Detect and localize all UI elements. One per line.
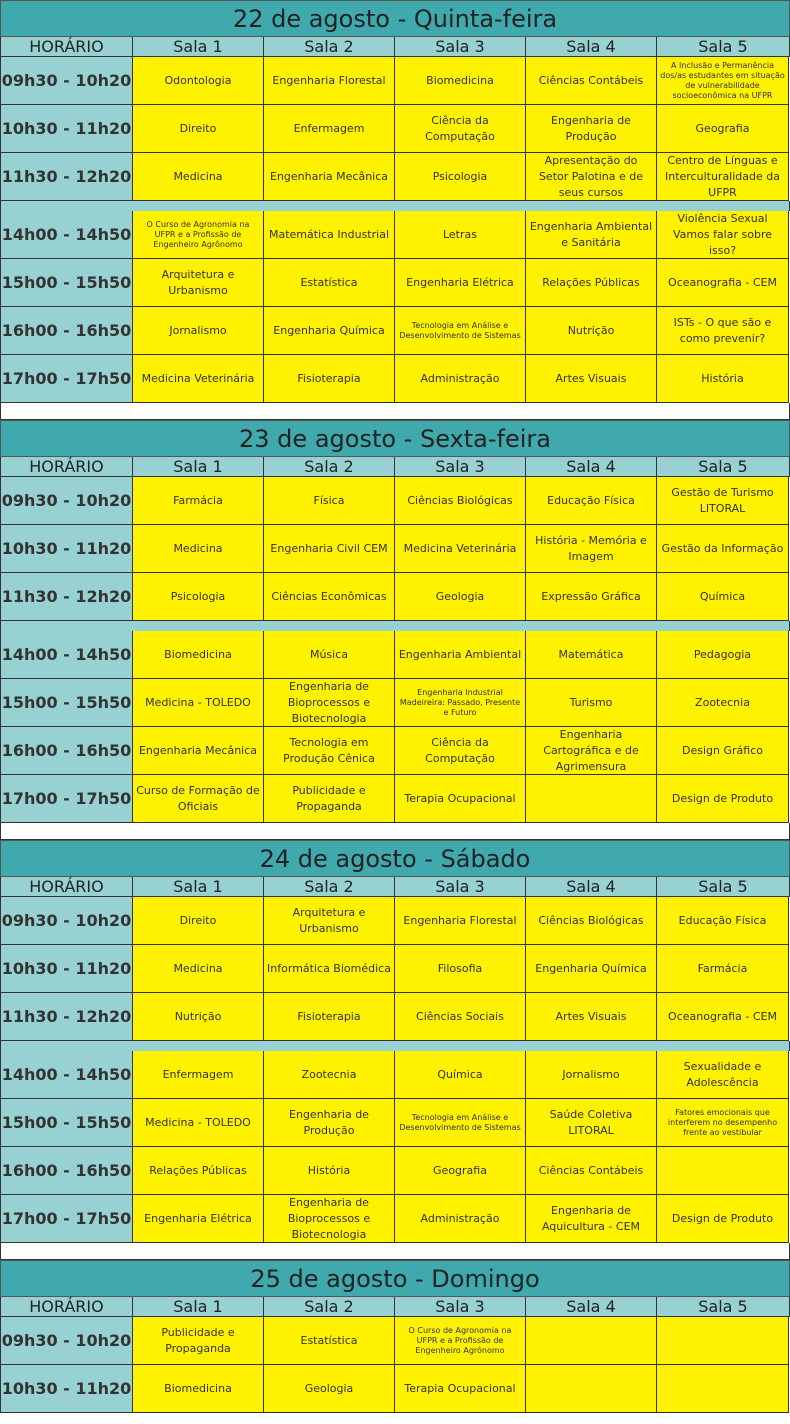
schedule-row	[0, 775, 790, 823]
session-cell: História - Memória e Imagem	[526, 525, 657, 573]
session-cell: Engenharia de Produção	[526, 105, 657, 153]
time-slot: 17h00 - 17h50	[0, 775, 133, 823]
session-cell: Relações Públicas	[526, 259, 657, 307]
session-cell: Biomedicina	[395, 57, 526, 105]
session-cell: Farmácia	[133, 477, 264, 525]
session-cell: História	[657, 355, 789, 403]
session-cell: História	[264, 1147, 395, 1195]
session-cell: Zootecnia	[264, 1051, 395, 1099]
session-cell: Terapia Ocupacional	[395, 1365, 526, 1413]
session-cell: Oceanografia - CEM	[657, 993, 789, 1041]
session-cell: Apresentação do Setor Palotina e de seus cursos	[526, 153, 657, 201]
header-room: Sala 4	[526, 877, 657, 897]
session-cell	[526, 1317, 657, 1365]
session-cell: Jornalismo	[133, 307, 264, 355]
session-cell: Expressão Gráfica	[526, 573, 657, 621]
schedule-row	[0, 573, 790, 621]
session-cell: Matemática	[526, 631, 657, 679]
session-cell: Engenharia Elétrica	[395, 259, 526, 307]
session-cell: Publicidade e Propaganda	[133, 1317, 264, 1365]
session-cell	[657, 1365, 789, 1413]
session-cell: Arquitetura e Urbanismo	[264, 897, 395, 945]
session-cell: Medicina - TOLEDO	[133, 1099, 264, 1147]
session-cell: Oceanografia - CEM	[657, 259, 789, 307]
time-slot: 17h00 - 17h50	[0, 1195, 133, 1243]
header-room: Sala 2	[264, 37, 395, 57]
session-cell: Jornalismo	[526, 1051, 657, 1099]
header-room: Sala 4	[526, 1297, 657, 1317]
time-slot: 11h30 - 12h20	[0, 993, 133, 1041]
schedule-row	[0, 1317, 790, 1365]
schedule-row	[0, 525, 790, 573]
session-cell: Engenharia Mecânica	[264, 153, 395, 201]
schedule-row	[0, 1147, 790, 1195]
day-section	[0, 0, 790, 420]
session-cell: Biomedicina	[133, 1365, 264, 1413]
header-room: Sala 5	[657, 457, 790, 477]
session-cell	[526, 775, 657, 823]
session-cell: Odontologia	[133, 57, 264, 105]
session-cell: Artes Visuais	[526, 355, 657, 403]
header-room: Sala 2	[264, 457, 395, 477]
session-cell: Ciência da Computação	[395, 105, 526, 153]
header-room: Sala 1	[133, 37, 264, 57]
session-cell: Arquitetura e Urbanismo	[133, 259, 264, 307]
session-cell: Engenharia Mecânica	[133, 727, 264, 775]
day-gap	[0, 403, 790, 420]
schedule-row	[0, 1051, 790, 1099]
schedule-row	[0, 897, 790, 945]
schedule-row	[0, 477, 790, 525]
session-cell: Medicina	[133, 153, 264, 201]
lunch-separator	[0, 621, 790, 631]
schedule-row	[0, 153, 790, 201]
session-cell: Engenharia Química	[526, 945, 657, 993]
day-section	[0, 1260, 790, 1413]
time-slot: 10h30 - 11h20	[0, 525, 133, 573]
session-cell: Tecnologia em Análise e Desenvolvimento de Sistemas	[395, 1099, 526, 1147]
session-cell: Medicina Veterinária	[395, 525, 526, 573]
session-cell	[657, 1147, 789, 1195]
time-slot: 17h00 - 17h50	[0, 355, 133, 403]
day-title: 22 de agosto - Quinta-feira	[0, 0, 790, 37]
session-cell: Design de Produto	[657, 775, 789, 823]
session-cell: Geografia	[395, 1147, 526, 1195]
schedule-row	[0, 57, 790, 105]
header-room: Sala 2	[264, 1297, 395, 1317]
session-cell: Nutrição	[133, 993, 264, 1041]
session-cell: Engenharia de Produção	[264, 1099, 395, 1147]
session-cell: Gestão de Turismo LITORAL	[657, 477, 789, 525]
header-room: Sala 1	[133, 457, 264, 477]
session-cell: Música	[264, 631, 395, 679]
session-cell: Química	[395, 1051, 526, 1099]
session-cell: Gestão da Informação	[657, 525, 789, 573]
session-cell: Terapia Ocupacional	[395, 775, 526, 823]
session-cell: Engenharia Florestal	[264, 57, 395, 105]
session-cell: Informática Biomédica	[264, 945, 395, 993]
session-cell: Ciências Contábeis	[526, 1147, 657, 1195]
schedule-row	[0, 355, 790, 403]
day-gap	[0, 823, 790, 840]
session-cell: Design Gráfico	[657, 727, 789, 775]
session-cell: Engenharia de Bioprocessos e Biotecnologia	[264, 1195, 395, 1243]
session-cell: Medicina	[133, 945, 264, 993]
session-cell: Geologia	[264, 1365, 395, 1413]
session-cell: Física	[264, 477, 395, 525]
header-row	[0, 1297, 790, 1317]
session-cell: Design de Produto	[657, 1195, 789, 1243]
header-room: Sala 1	[133, 1297, 264, 1317]
session-cell: Fisioterapia	[264, 355, 395, 403]
session-cell: Filosofia	[395, 945, 526, 993]
day-gap	[0, 1243, 790, 1260]
schedule-row	[0, 105, 790, 153]
session-cell: Química	[657, 573, 789, 621]
schedule-row	[0, 1365, 790, 1413]
day-title: 25 de agosto - Domingo	[0, 1260, 790, 1297]
session-cell: Tecnologia em Análise e Desenvolvimento de Sistemas	[395, 307, 526, 355]
header-room: Sala 1	[133, 877, 264, 897]
schedule-row	[0, 211, 790, 259]
day-title: 24 de agosto - Sábado	[0, 840, 790, 877]
session-cell: Direito	[133, 897, 264, 945]
session-cell: Psicologia	[395, 153, 526, 201]
session-cell: Tecnologia em Produção Cênica	[264, 727, 395, 775]
session-cell: Engenharia Florestal	[395, 897, 526, 945]
header-time: HORÁRIO	[0, 877, 133, 897]
header-row	[0, 37, 790, 57]
time-slot: 16h00 - 16h50	[0, 1147, 133, 1195]
session-cell: Enfermagem	[133, 1051, 264, 1099]
session-cell: Engenharia de Bioprocessos e Biotecnologia	[264, 679, 395, 727]
session-cell: Biomedicina	[133, 631, 264, 679]
header-room: Sala 4	[526, 457, 657, 477]
session-cell: Sexualidade e Adolescência	[657, 1051, 789, 1099]
session-cell: Enfermagem	[264, 105, 395, 153]
session-cell: ISTs - O que são e como prevenir?	[657, 307, 789, 355]
session-cell: Centro de Línguas e Interculturalidade da UFPR	[657, 153, 789, 201]
header-room: Sala 4	[526, 37, 657, 57]
session-cell: Saúde Coletiva LITORAL	[526, 1099, 657, 1147]
session-cell: Publicidade e Propaganda	[264, 775, 395, 823]
schedule-row	[0, 945, 790, 993]
session-cell: O Curso de Agronomia na UFPR e a Profissão de Engenheiro Agrônomo	[133, 211, 264, 259]
time-slot: 15h00 - 15h50	[0, 1099, 133, 1147]
session-cell: Nutrição	[526, 307, 657, 355]
header-room: Sala 2	[264, 877, 395, 897]
header-room: Sala 3	[395, 37, 526, 57]
session-cell: Engenharia Cartográfica e de Agrimensura	[526, 727, 657, 775]
session-cell: O Curso de Agronomia na UFPR e a Profissão de Engenheiro Agrônomo	[395, 1317, 526, 1365]
session-cell: Violência Sexual Vamos falar sobre isso?	[657, 211, 789, 259]
session-cell: Artes Visuais	[526, 993, 657, 1041]
schedule-row	[0, 1099, 790, 1147]
session-cell: Turismo	[526, 679, 657, 727]
lunch-separator	[0, 1041, 790, 1051]
session-cell: Ciências Econômicas	[264, 573, 395, 621]
lunch-separator	[0, 201, 790, 211]
session-cell: Zootecnia	[657, 679, 789, 727]
session-cell: Geografia	[657, 105, 789, 153]
time-slot: 14h00 - 14h50	[0, 1051, 133, 1099]
header-room: Sala 5	[657, 1297, 790, 1317]
session-cell: Medicina - TOLEDO	[133, 679, 264, 727]
session-cell: Ciências Biológicas	[395, 477, 526, 525]
session-cell: Engenharia de Aquicultura - CEM	[526, 1195, 657, 1243]
schedule-row	[0, 1195, 790, 1243]
time-slot: 10h30 - 11h20	[0, 945, 133, 993]
header-time: HORÁRIO	[0, 457, 133, 477]
day-section	[0, 840, 790, 1260]
session-cell: Ciências Sociais	[395, 993, 526, 1041]
schedule-row	[0, 727, 790, 775]
schedule-row	[0, 631, 790, 679]
session-cell: Engenharia Elétrica	[133, 1195, 264, 1243]
time-slot: 10h30 - 11h20	[0, 105, 133, 153]
time-slot: 14h00 - 14h50	[0, 631, 133, 679]
session-cell: Educação Física	[526, 477, 657, 525]
time-slot: 09h30 - 10h20	[0, 897, 133, 945]
session-cell: Direito	[133, 105, 264, 153]
header-time: HORÁRIO	[0, 1297, 133, 1317]
session-cell: Geologia	[395, 573, 526, 621]
session-cell: Administração	[395, 1195, 526, 1243]
session-cell: Farmácia	[657, 945, 789, 993]
header-room: Sala 3	[395, 457, 526, 477]
session-cell: Letras	[395, 211, 526, 259]
session-cell	[657, 1317, 789, 1365]
session-cell: Engenharia Ambiental	[395, 631, 526, 679]
session-cell: Engenharia Civil CEM	[264, 525, 395, 573]
time-slot: 10h30 - 11h20	[0, 1365, 133, 1413]
time-slot: 09h30 - 10h20	[0, 477, 133, 525]
schedule-row	[0, 993, 790, 1041]
session-cell: Relações Públicas	[133, 1147, 264, 1195]
session-cell: Pedagogia	[657, 631, 789, 679]
schedule-row	[0, 307, 790, 355]
session-cell: Engenharia Ambiental e Sanitária	[526, 211, 657, 259]
session-cell: Medicina	[133, 525, 264, 573]
time-slot: 15h00 - 15h50	[0, 259, 133, 307]
session-cell: Engenharia Química	[264, 307, 395, 355]
day-title: 23 de agosto - Sexta-feira	[0, 420, 790, 457]
day-section	[0, 420, 790, 840]
time-slot: 14h00 - 14h50	[0, 211, 133, 259]
session-cell: Medicina Veterinária	[133, 355, 264, 403]
time-slot: 15h00 - 15h50	[0, 679, 133, 727]
session-cell: Engenharia Industrial Madeireira: Passado, Presente e Futuro	[395, 679, 526, 727]
header-room: Sala 3	[395, 1297, 526, 1317]
header-row	[0, 877, 790, 897]
time-slot: 09h30 - 10h20	[0, 1317, 133, 1365]
schedule-row	[0, 679, 790, 727]
time-slot: 09h30 - 10h20	[0, 57, 133, 105]
session-cell: Fisioterapia	[264, 993, 395, 1041]
session-cell: Ciência da Computação	[395, 727, 526, 775]
header-room: Sala 5	[657, 877, 790, 897]
session-cell: Ciências Contábeis	[526, 57, 657, 105]
session-cell: Educação Física	[657, 897, 789, 945]
session-cell: Matemática Industrial	[264, 211, 395, 259]
session-cell: Estatística	[264, 1317, 395, 1365]
time-slot: 11h30 - 12h20	[0, 573, 133, 621]
time-slot: 16h00 - 16h50	[0, 727, 133, 775]
header-room: Sala 5	[657, 37, 790, 57]
session-cell	[526, 1365, 657, 1413]
header-row	[0, 457, 790, 477]
session-cell: Administração	[395, 355, 526, 403]
session-cell: Ciências Biológicas	[526, 897, 657, 945]
schedule-row	[0, 259, 790, 307]
header-time: HORÁRIO	[0, 37, 133, 57]
session-cell: A Inclusão e Permanência dos/as estudantes em situação de vulnerabilidade socioeconômica na UFPR	[657, 57, 789, 105]
time-slot: 11h30 - 12h20	[0, 153, 133, 201]
session-cell: Estatística	[264, 259, 395, 307]
session-cell: Curso de Formação de Oficiais	[133, 775, 264, 823]
header-room: Sala 3	[395, 877, 526, 897]
time-slot: 16h00 - 16h50	[0, 307, 133, 355]
session-cell: Fatores emocionais que interferem no desempenho frente ao vestibular	[657, 1099, 789, 1147]
session-cell: Psicologia	[133, 573, 264, 621]
